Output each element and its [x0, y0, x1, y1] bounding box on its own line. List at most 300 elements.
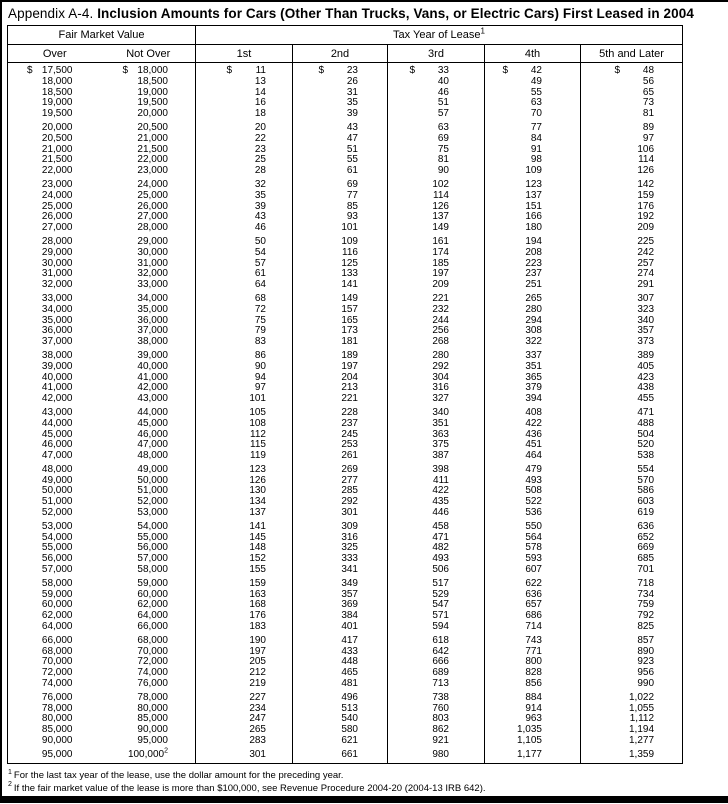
table-row	[8, 305, 683, 316]
cell-value: 517	[432, 577, 449, 589]
cell-value: 39,000	[41, 361, 73, 372]
bottom-rule	[0, 796, 728, 803]
cell-value: 394	[525, 394, 542, 405]
table-row	[8, 405, 683, 419]
table-cell	[388, 155, 485, 166]
cell-value: 666	[432, 657, 449, 668]
table-cell	[581, 326, 683, 337]
cell-value: 316	[341, 532, 358, 543]
dollar-sign: $	[409, 65, 415, 76]
cell-value: 123	[249, 463, 266, 475]
table-cell	[102, 647, 196, 658]
cell-value: 465	[341, 668, 358, 679]
cell-value: 18	[254, 109, 266, 120]
cell-value: 166	[525, 212, 542, 223]
table-cell	[196, 109, 293, 120]
cell-value: 50,000	[41, 486, 73, 497]
table-row	[8, 647, 683, 658]
table-cell	[581, 134, 683, 145]
cell-value: 65	[642, 87, 655, 98]
cell-value: 165	[341, 315, 358, 326]
cell-value: 51,000	[137, 486, 168, 497]
table-cell	[102, 223, 196, 234]
table-row	[8, 508, 683, 519]
table-cell	[196, 668, 293, 679]
table-row	[8, 383, 683, 394]
cell-value: 20,500	[137, 121, 168, 133]
table-cell	[293, 725, 388, 736]
table-cell	[485, 405, 581, 419]
cell-value: 51,000	[41, 497, 73, 508]
cell-value: 227	[249, 691, 266, 703]
table-cell	[196, 234, 293, 248]
table-cell	[485, 120, 581, 134]
table-cell	[196, 362, 293, 373]
table-cell	[102, 451, 196, 462]
table-cell	[485, 647, 581, 658]
cell-value: 980	[432, 748, 449, 760]
cell-value: 20,500	[41, 133, 73, 144]
table-cell	[293, 543, 388, 554]
footnote-1-ref-icon: 1	[480, 26, 485, 36]
table-cell	[293, 533, 388, 544]
table-cell	[293, 191, 388, 202]
cell-value: 32,000	[137, 269, 168, 280]
cell-value: 33,000	[41, 292, 73, 304]
table-cell	[485, 316, 581, 327]
table-cell	[581, 533, 683, 544]
table-cell	[196, 543, 293, 554]
cell-value: 570	[637, 475, 655, 486]
cell-value: 50,000	[137, 475, 168, 486]
cell-value: 221	[432, 292, 449, 304]
table-cell	[196, 747, 293, 763]
table-cell	[581, 519, 683, 533]
table-cell	[102, 690, 196, 704]
cell-value: 114	[433, 190, 449, 201]
cell-value: 26,000	[137, 201, 168, 212]
header-fair-market-value	[8, 26, 196, 45]
cell-value: 85	[346, 201, 358, 212]
table-cell	[196, 134, 293, 145]
cell-value: 890	[637, 646, 655, 657]
table-cell	[102, 611, 196, 622]
cell-value: 435	[432, 497, 449, 508]
table-cell	[388, 747, 485, 763]
table-cell	[388, 419, 485, 430]
table-cell	[8, 647, 102, 658]
table-cell	[102, 337, 196, 348]
cell-value: 308	[525, 326, 542, 337]
table-cell	[388, 212, 485, 223]
table-cell	[581, 440, 683, 451]
table-cell	[102, 177, 196, 191]
table-row	[8, 191, 683, 202]
table-cell	[485, 383, 581, 394]
cell-value: 58,000	[137, 565, 168, 576]
table-cell	[196, 679, 293, 690]
cell-value: 479	[525, 463, 542, 475]
table-cell	[388, 725, 485, 736]
cell-value: 32	[254, 178, 266, 190]
table-cell	[293, 633, 388, 647]
table-cell	[581, 155, 683, 166]
table-cell	[8, 326, 102, 337]
table-cell	[581, 316, 683, 327]
cell-value: 56,000	[41, 554, 73, 565]
cell-value: 513	[341, 703, 358, 714]
cell-value: 90	[437, 166, 449, 177]
cell-value: 398	[432, 463, 449, 475]
cell-value: 126	[637, 166, 655, 177]
table-cell	[581, 202, 683, 213]
cell-value: 53,000	[137, 508, 168, 519]
table-cell	[8, 291, 102, 305]
table-row	[8, 714, 683, 725]
cell-value: 55	[346, 155, 358, 166]
cell-value: 102	[432, 178, 449, 190]
cell-value: 42,000	[137, 383, 168, 394]
table-cell	[293, 373, 388, 384]
cell-value: 100,000$^2$	[127, 747, 168, 760]
cell-value: 384	[341, 611, 358, 622]
table-cell	[8, 120, 102, 134]
table-cell	[102, 316, 196, 327]
cell-value: 123	[525, 178, 542, 190]
table-cell	[388, 565, 485, 576]
table-cell	[388, 191, 485, 202]
cell-value: 161	[432, 235, 449, 247]
table-cell	[196, 177, 293, 191]
cell-value: 341	[341, 565, 358, 576]
table-row	[8, 611, 683, 622]
cell-value: 52,000	[41, 508, 73, 519]
table-cell	[293, 145, 388, 156]
table-cell	[196, 554, 293, 565]
cell-value: 43,000	[41, 406, 73, 418]
cell-value: 189	[341, 349, 358, 361]
cell-value: 38,000	[137, 337, 168, 348]
cell-value: 493	[525, 475, 542, 486]
table-cell	[8, 259, 102, 270]
cell-value: 79	[254, 326, 266, 337]
table-row	[8, 373, 683, 384]
table-cell	[581, 405, 683, 419]
cell-value: 244	[432, 315, 449, 326]
table-cell	[485, 98, 581, 109]
cell-value: 40	[437, 76, 449, 87]
cell-value: 607	[525, 565, 542, 576]
table-cell	[102, 120, 196, 134]
cell-value: 137	[525, 190, 542, 201]
cell-value: 322	[525, 337, 542, 348]
footnote-2	[8, 783, 486, 796]
table-cell	[196, 565, 293, 576]
table-cell	[485, 590, 581, 601]
table-cell	[485, 337, 581, 348]
cell-value: 130	[249, 486, 266, 497]
cell-value: 411	[433, 475, 449, 486]
cell-value: 76,000	[41, 691, 73, 703]
cell-value: 493	[432, 554, 449, 565]
table-row	[8, 362, 683, 373]
table-cell	[102, 269, 196, 280]
cell-value: 33,000	[137, 280, 168, 291]
cell-value: 208	[525, 247, 542, 258]
table-cell	[196, 269, 293, 280]
cell-value: 253	[341, 440, 358, 451]
cell-value: 91	[530, 144, 542, 155]
left-rule	[0, 0, 2, 796]
table-cell	[196, 373, 293, 384]
cell-value: 405	[637, 361, 655, 372]
cell-value: 618	[432, 634, 449, 646]
table-cell	[293, 440, 388, 451]
table-cell	[196, 63, 293, 77]
table-cell	[388, 519, 485, 533]
cell-value: 44,000	[41, 418, 73, 429]
top-rule	[0, 0, 728, 2]
table-cell	[102, 259, 196, 270]
cell-value: 80,000	[41, 714, 73, 725]
table-cell	[102, 166, 196, 177]
cell-value: 18,000	[137, 65, 168, 76]
table-cell	[8, 280, 102, 291]
table-cell	[102, 383, 196, 394]
cell-value: 197	[249, 646, 266, 657]
cell-value: 68,000	[41, 646, 73, 657]
footnote-1	[8, 770, 486, 783]
cell-value: 17,500	[41, 65, 73, 76]
table-cell	[196, 440, 293, 451]
table-cell	[388, 383, 485, 394]
cell-value: 64,000	[137, 611, 168, 622]
cell-value: 19,000	[41, 98, 73, 109]
table-cell	[293, 394, 388, 405]
cell-value: 771	[525, 646, 542, 657]
table-cell	[388, 394, 485, 405]
table-cell	[388, 533, 485, 544]
table-cell	[102, 633, 196, 647]
table-cell	[8, 383, 102, 394]
cell-value: 455	[637, 394, 655, 405]
table-cell	[581, 280, 683, 291]
column-header-not-over: Not Over	[102, 45, 196, 63]
table-cell	[581, 486, 683, 497]
cell-value: 94	[254, 372, 266, 383]
table-cell	[581, 600, 683, 611]
cell-value: 105	[249, 406, 266, 418]
table-row	[8, 543, 683, 554]
cell-value: 70,000	[137, 646, 168, 657]
cell-value: 212	[249, 668, 266, 679]
table-cell	[388, 508, 485, 519]
table-cell	[196, 120, 293, 134]
table-cell	[581, 98, 683, 109]
table-cell	[581, 704, 683, 715]
cell-value: 792	[637, 611, 655, 622]
table-cell	[102, 600, 196, 611]
table-row	[8, 747, 683, 763]
table-cell	[581, 554, 683, 565]
table-cell	[485, 497, 581, 508]
table-row	[8, 590, 683, 601]
cell-value: 27,000	[41, 223, 73, 234]
table-cell	[293, 77, 388, 88]
table-cell	[293, 497, 388, 508]
table-row	[8, 565, 683, 576]
cell-value: 29,000	[41, 247, 73, 258]
table-cell	[581, 714, 683, 725]
cell-value: 72,000	[41, 668, 73, 679]
table-cell	[388, 326, 485, 337]
table-cell	[196, 280, 293, 291]
table-cell	[8, 134, 102, 145]
table-cell	[388, 462, 485, 476]
dollar-sign: $	[614, 65, 621, 76]
cell-value: 49,000	[137, 463, 168, 475]
table-cell	[293, 668, 388, 679]
cell-value: 482	[432, 543, 449, 554]
table-cell	[196, 462, 293, 476]
table-cell	[102, 440, 196, 451]
table-cell	[388, 622, 485, 633]
table-cell	[293, 362, 388, 373]
table-cell	[102, 191, 196, 202]
cell-value: 257	[637, 258, 655, 269]
table-cell	[102, 679, 196, 690]
cell-value: 221	[341, 394, 358, 405]
table-cell	[388, 647, 485, 658]
table-cell	[196, 690, 293, 704]
table-cell	[293, 554, 388, 565]
table-cell	[388, 259, 485, 270]
table-cell	[581, 690, 683, 704]
table-cell	[8, 394, 102, 405]
table-cell	[293, 223, 388, 234]
cell-value: 619	[637, 508, 655, 519]
cell-value: 60,000	[41, 600, 73, 611]
cell-value: 1,022	[629, 691, 655, 703]
table-cell	[8, 576, 102, 590]
table-cell	[8, 533, 102, 544]
table-cell	[485, 280, 581, 291]
cell-value: 204	[341, 372, 358, 383]
cell-value: 237	[341, 418, 358, 429]
table-cell	[196, 600, 293, 611]
cell-value: 39,000	[137, 349, 168, 361]
cell-value: 884	[525, 691, 542, 703]
table-cell	[581, 565, 683, 576]
cell-value: 213	[341, 383, 358, 394]
table-cell	[485, 657, 581, 668]
table-row	[8, 177, 683, 191]
column-header-4th: 4th	[485, 45, 581, 63]
cell-value: 66,000	[41, 634, 73, 646]
table-cell	[581, 212, 683, 223]
table-cell	[293, 348, 388, 362]
cell-value: 35,000	[137, 304, 168, 315]
table-cell	[102, 88, 196, 99]
table-row	[8, 451, 683, 462]
cell-value: 55,000	[41, 543, 73, 554]
cell-value: 197	[341, 361, 358, 372]
cell-value: 232	[432, 304, 449, 315]
cell-value: 81	[437, 155, 449, 166]
column-header-5th-and-later: 5th and Later	[581, 45, 683, 63]
cell-value: 268	[432, 337, 449, 348]
table-cell	[388, 657, 485, 668]
cell-value: 36,000	[41, 326, 73, 337]
footnote-2-ref-icon: 2	[164, 747, 168, 755]
table-cell	[196, 704, 293, 715]
table-row	[8, 166, 683, 177]
table-cell	[388, 430, 485, 441]
table-cell	[293, 248, 388, 259]
table-cell	[485, 373, 581, 384]
table-row	[8, 657, 683, 668]
table-row	[8, 462, 683, 476]
cell-value: 223	[525, 258, 542, 269]
table-cell	[485, 348, 581, 362]
table-row	[8, 88, 683, 99]
table-cell	[196, 657, 293, 668]
table-cell	[102, 430, 196, 441]
cell-value: 68,000	[137, 634, 168, 646]
table-cell	[8, 305, 102, 316]
cell-value: 137	[432, 212, 449, 223]
cell-value: 686	[525, 611, 542, 622]
cell-value: 47,000	[41, 451, 73, 462]
title-main: Inclusion Amounts for Cars (Other Than Trucks, Vans, or Electric Cars) First Leased in 2004	[93, 6, 694, 21]
table-cell	[581, 63, 683, 77]
table-cell	[102, 657, 196, 668]
table-cell	[102, 373, 196, 384]
cell-value: 148	[249, 543, 266, 554]
table-cell	[581, 576, 683, 590]
cell-value: 351	[432, 418, 449, 429]
table-cell	[102, 486, 196, 497]
table-cell	[293, 736, 388, 747]
table-cell	[102, 419, 196, 430]
cell-value: 63	[530, 98, 542, 109]
table-cell	[293, 565, 388, 576]
cell-value: 408	[525, 406, 542, 418]
cell-value: 433	[341, 646, 358, 657]
table-cell	[388, 600, 485, 611]
table-cell	[293, 166, 388, 177]
table-cell	[485, 177, 581, 191]
table-cell	[388, 223, 485, 234]
table-row	[8, 690, 683, 704]
cell-value: 19,000	[137, 87, 168, 98]
table-cell	[485, 736, 581, 747]
table-cell	[388, 543, 485, 554]
footnote-1-marker: 1	[8, 768, 12, 776]
table-cell	[293, 155, 388, 166]
cell-value: 504	[637, 429, 655, 440]
table-cell	[485, 63, 581, 77]
table-cell	[102, 543, 196, 554]
cell-value: 481	[341, 679, 358, 690]
cell-value: 192	[637, 212, 655, 223]
cell-value: 40,000	[41, 372, 73, 383]
table-cell	[581, 462, 683, 476]
cell-value: 209	[637, 223, 655, 234]
table-cell	[485, 462, 581, 476]
table-row	[8, 440, 683, 451]
table-cell	[293, 657, 388, 668]
